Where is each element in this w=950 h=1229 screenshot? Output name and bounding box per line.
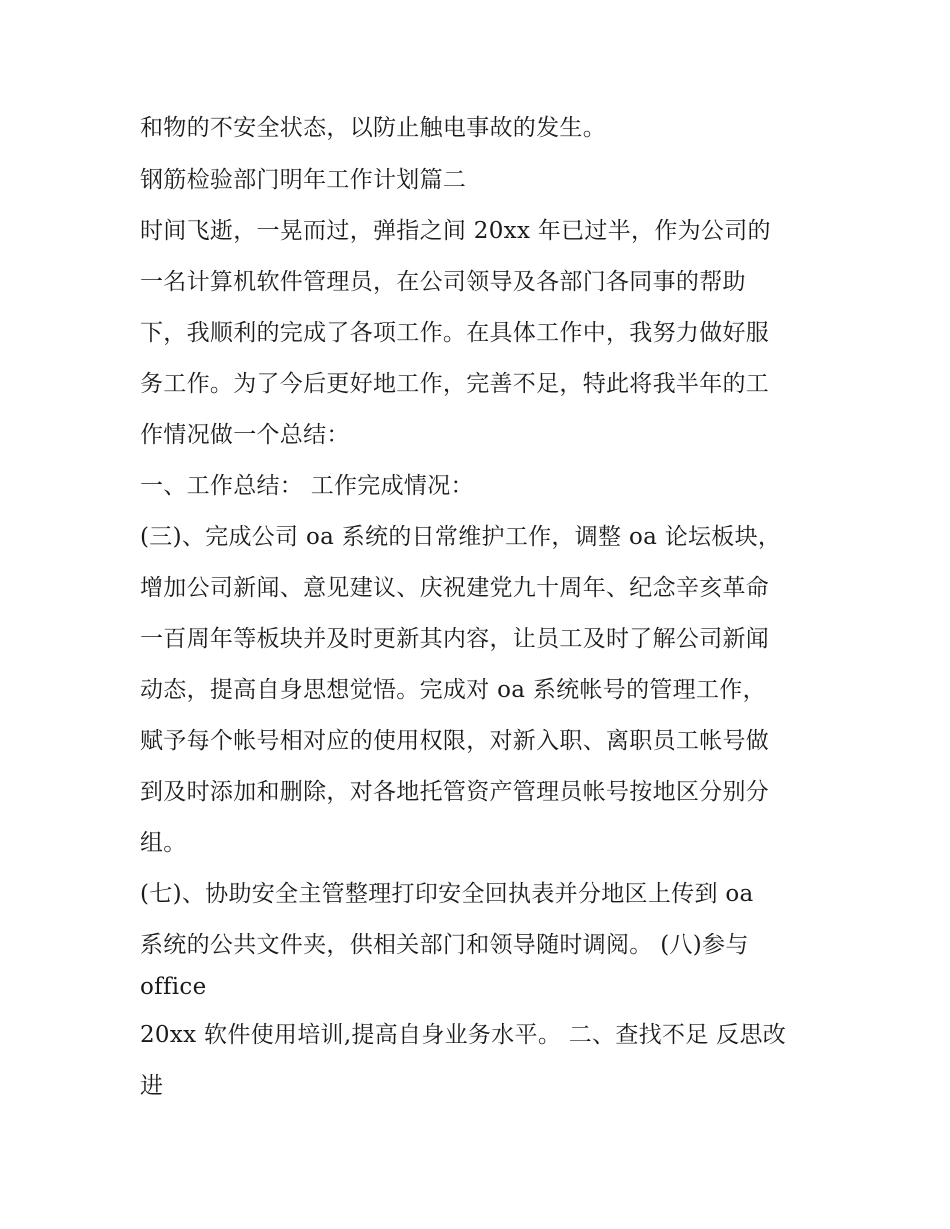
text-line-13: 赋予每个帐号相对应的使用权限，对新入职、离职员工帐号做 (140, 728, 770, 754)
text-line-15: 组。 (140, 830, 187, 856)
text-line-4: 一名计算机软件管理员，在公司领导及各部门各同事的帮助 (140, 269, 746, 295)
text-line-5: 下，我顺利的完成了各项工作。在具体工作中，我努力做好服 (140, 320, 770, 346)
text-line-18: office (140, 974, 207, 1000)
text-line-17: 系统的公共文件夹，供相关部门和领导随时调阅。 (八)参与 (140, 932, 749, 958)
text-line-3: 时间飞逝，一晃而过，弹指之间 20xx 年已过半，作为公司的 (140, 218, 771, 244)
text-line-1: 和物的不安全状态，以防止触电事故的发生。 (140, 115, 606, 141)
text-line-11: 一百周年等板块并及时更新其内容，让员工及时了解公司新闻 (140, 626, 770, 652)
text-line-16: (七)、协助安全主管整理打印安全回执表并分地区上传到 oa (140, 881, 754, 907)
text-line-6: 务工作。为了今后更好地工作，完善不足，特此将我半年的工 (140, 371, 770, 397)
text-line-10: 增加公司新闻、意见建议、庆祝建党九十周年、纪念辛亥革命 (140, 575, 770, 601)
section-heading: 钢筋检验部门明年工作计划篇二 (140, 167, 467, 193)
text-line-8: 一、工作总结： 工作完成情况： (140, 473, 474, 499)
text-line-20: 进 (140, 1073, 164, 1099)
text-line-12: 动态，提高自身思想觉悟。完成对 oa 系统帐号的管理工作， (140, 677, 766, 703)
text-line-9: (三)、完成公司 oa 系统的日常维护工作，调整 oa 论坛板块， (140, 524, 782, 550)
text-line-14: 到及时添加和删除，对各地托管资产管理员帐号按地区分别分 (140, 779, 770, 805)
text-line-7: 作情况做一个总结： (140, 422, 350, 448)
text-line-19: 20xx 软件使用培训,提高自身业务水平。 二、查找不足 反思改 (140, 1022, 787, 1048)
